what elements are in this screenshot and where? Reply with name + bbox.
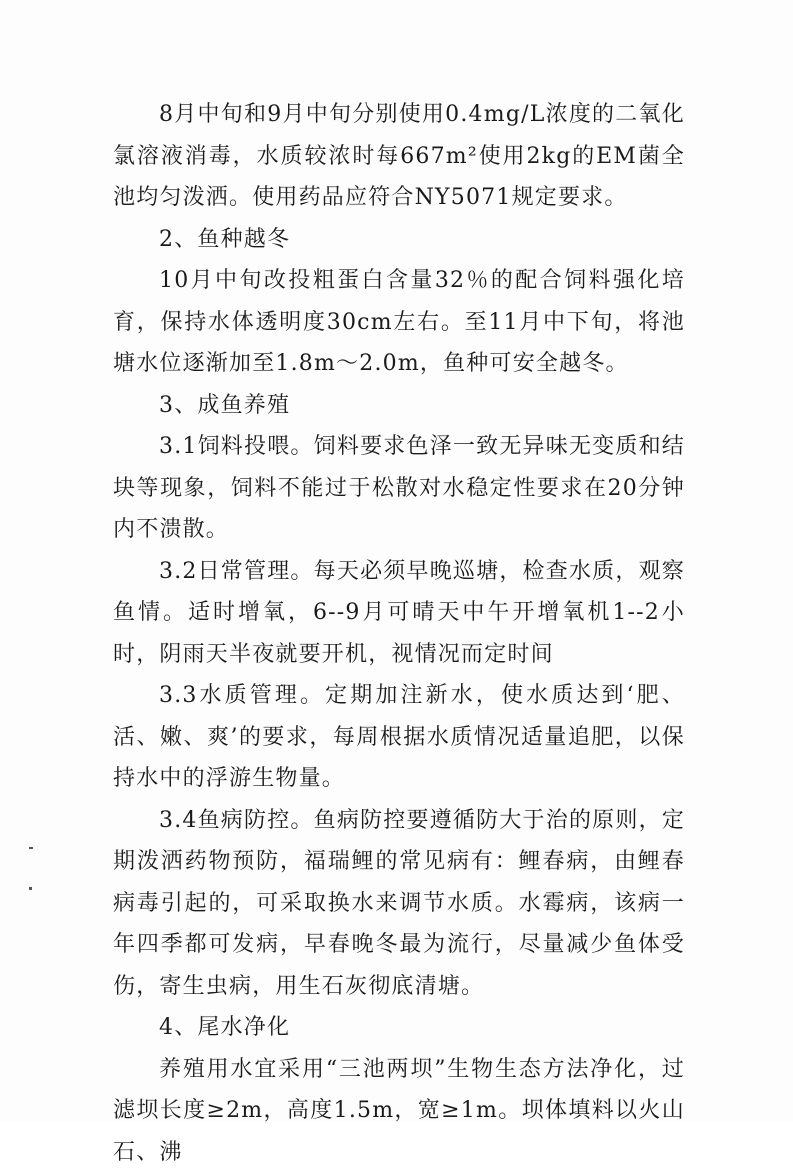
paragraph-tailwater: 养殖用水宜采用“三池两坝”生物生态方法净化，过滤坝长度≥2m，高度1.5m，宽≥1m。坝体填料以火山石、沸: [113, 1049, 685, 1173]
scan-speck: [29, 847, 33, 849]
paragraph-daily-management: 3.2日常管理。每天必须早晚巡塘，检查水质，观察鱼情。适时增氧，6--9月可晴天中午开增氧机1--2小时，阴雨天半夜就要开机，视情况而定时间: [113, 551, 685, 676]
section-heading-tailwater: 4、尾水净化: [113, 1007, 685, 1049]
paragraph-feeding: 3.1饲料投喂。饲料要求色泽一致无异味无变质和结块等现象，饲料不能过于松散对水稳定性要求在20分钟内不溃散。: [113, 426, 685, 551]
paragraph-water-quality: 3.3水质管理。定期加注新水，使水质达到‘肥、活、嫩、爽’的要求，每周根据水质情况适量追肥，以保持水中的浮游生物量。: [113, 675, 685, 800]
scan-speck: [29, 887, 32, 890]
paragraph-overwintering: 10月中旬改投粗蛋白含量32％的配合饲料强化培育，保持水体透明度30cm左右。至11月中下旬，将池塘水位逐渐加至1.8m～2.0m，鱼种可安全越冬。: [113, 260, 685, 385]
paragraph-disease-control: 3.4鱼病防控。鱼病防控要遵循防大于治的原则，定期泼洒药物预防，福瑞鲤的常见病有：鲤春病，由鲤春病毒引起的，可采取换水来调节水质。水霉病，该病一年四季都可发病，早春晚冬最为流行，尽量减少鱼体受伤，寄生虫病，用生石灰彻底清塘。: [113, 800, 685, 1008]
section-heading-overwintering: 2、鱼种越冬: [113, 219, 685, 261]
section-heading-adult-fish-farming: 3、成鱼养殖: [113, 385, 685, 427]
paragraph-disinfection: 8月中旬和9月中旬分别使用0.4mg/L浓度的二氧化氯溶液消毒，水质较浓时每667m²使用2kg的EM菌全池均匀泼洒。使用药品应符合NY5071规定要求。: [113, 94, 685, 219]
document-body: [113, 94, 685, 1173]
